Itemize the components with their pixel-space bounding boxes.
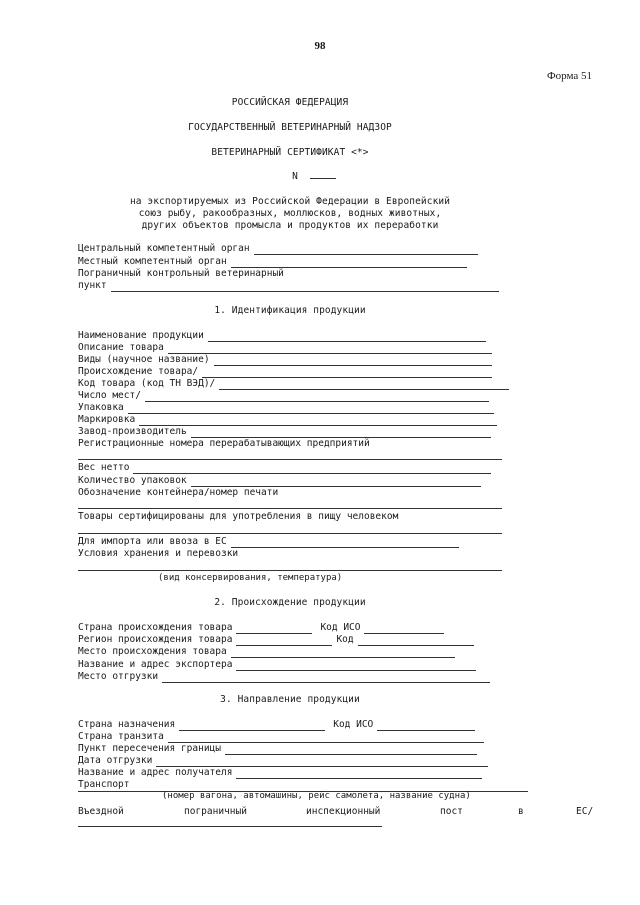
net-weight-label: Вес нетто bbox=[78, 462, 130, 473]
import-field[interactable] bbox=[231, 538, 459, 548]
packaging-field[interactable] bbox=[128, 404, 494, 414]
code-row bbox=[78, 378, 509, 390]
destination-field[interactable] bbox=[179, 721, 325, 731]
origin-region-field[interactable] bbox=[236, 636, 332, 646]
origin-field[interactable] bbox=[202, 368, 492, 378]
description-field[interactable] bbox=[168, 344, 492, 354]
storage-caption: (вид консервирования, температура) bbox=[158, 573, 343, 583]
local-authority-row bbox=[78, 256, 467, 268]
storage-label: Условия хранения и перевозки bbox=[78, 548, 239, 559]
shipment-date-field[interactable] bbox=[156, 757, 488, 767]
packages-row bbox=[78, 475, 481, 487]
exporter-row bbox=[78, 659, 476, 671]
border-post-label-2: пункт bbox=[78, 280, 107, 291]
shipment-place-label: Место отгрузки bbox=[78, 671, 159, 682]
container-field[interactable] bbox=[78, 508, 502, 509]
origin-country-row bbox=[78, 622, 444, 634]
certified-label: Товары сертифицированы для употребления в пищу человеком bbox=[78, 511, 399, 522]
section2-heading: 2. Происхождение продукции bbox=[214, 597, 366, 608]
reg-numbers-field[interactable] bbox=[78, 459, 502, 460]
packaging-label: Упаковка bbox=[78, 402, 124, 413]
shipment-place-row bbox=[78, 671, 490, 683]
border-post-row-2 bbox=[78, 280, 499, 292]
reg-numbers-label: Регистрационные номера перерабатывающих предприятий bbox=[78, 438, 370, 449]
marking-label: Маркировка bbox=[78, 414, 136, 425]
certificate-title: ВЕТЕРИНАРНЫЙ СЕРТИФИКАТ <*> bbox=[211, 147, 369, 158]
packaging-row bbox=[78, 402, 494, 414]
page-number: 98 bbox=[314, 40, 326, 52]
product-name-row bbox=[78, 330, 486, 342]
origin-region-code-label: Код bbox=[336, 634, 354, 645]
species-row bbox=[78, 354, 492, 366]
transport-row bbox=[78, 779, 133, 791]
entry-post-field[interactable] bbox=[78, 826, 382, 827]
import-row bbox=[78, 536, 459, 548]
entry-word-4: пост bbox=[440, 806, 463, 817]
places-field[interactable] bbox=[145, 392, 489, 402]
entry-word-6: ЕС/ bbox=[576, 806, 594, 817]
species-field[interactable] bbox=[214, 356, 492, 366]
storage-row bbox=[78, 548, 242, 560]
recipient-row bbox=[78, 767, 482, 779]
certificate-number bbox=[0, 171, 580, 182]
destination-iso-field[interactable] bbox=[377, 721, 475, 731]
border-point-row bbox=[78, 743, 477, 755]
storage-field[interactable] bbox=[78, 570, 502, 571]
transport-caption: (номер вагона, автомашины, рейс самолета, название судна) bbox=[162, 791, 471, 801]
code-field[interactable] bbox=[219, 380, 509, 390]
origin-iso-label: Код ИСО bbox=[320, 622, 361, 633]
entry-word-3: инспекционный bbox=[306, 806, 381, 817]
transit-row bbox=[78, 731, 484, 743]
shipment-date-label: Дата отгрузки bbox=[78, 755, 153, 766]
origin-region-row bbox=[78, 634, 474, 646]
recipient-field[interactable] bbox=[236, 769, 482, 779]
section3-heading: 3. Направление продукции bbox=[220, 694, 360, 705]
packages-label: Количество упаковок bbox=[78, 475, 187, 486]
places-row bbox=[78, 390, 489, 402]
entry-word-2: пограничный bbox=[184, 806, 247, 817]
number-label: N bbox=[292, 171, 298, 182]
product-name-field[interactable] bbox=[208, 332, 486, 342]
container-label: Обозначение контейнера/номер печати bbox=[78, 487, 279, 498]
container-row bbox=[78, 487, 282, 499]
description-row bbox=[78, 342, 492, 354]
border-post-label: Пограничный контрольный ветеринарный bbox=[78, 268, 284, 279]
manufacturer-field[interactable] bbox=[191, 428, 491, 438]
description-label: Описание товара bbox=[78, 342, 164, 353]
transit-field[interactable] bbox=[168, 733, 484, 743]
origin-place-field[interactable] bbox=[231, 648, 455, 658]
subtitle-line-2: союз рыбу, ракообразных, моллюсков, водных животных, bbox=[138, 208, 442, 219]
certified-row bbox=[78, 511, 402, 523]
recipient-label: Название и адрес получателя bbox=[78, 767, 233, 778]
section1-heading: 1. Идентификация продукции bbox=[214, 305, 366, 316]
manufacturer-label: Завод-производитель bbox=[78, 426, 187, 437]
shipment-place-field[interactable] bbox=[162, 673, 490, 683]
border-point-field[interactable] bbox=[225, 745, 477, 755]
central-authority-row bbox=[78, 243, 478, 255]
subtitle-line-3: других объектов промысла и продуктов их переработки bbox=[141, 220, 439, 231]
destination-iso-label: Код ИСО bbox=[333, 719, 374, 730]
origin-country-field[interactable] bbox=[236, 624, 312, 634]
central-authority-field[interactable] bbox=[254, 245, 478, 255]
net-weight-row bbox=[78, 462, 491, 474]
origin-region-code-field[interactable] bbox=[358, 636, 474, 646]
form-label: Форма 51 bbox=[546, 70, 592, 82]
destination-row bbox=[78, 719, 475, 731]
origin-place-label: Место происхождения товара bbox=[78, 646, 227, 657]
net-weight-field[interactable] bbox=[133, 464, 491, 474]
origin-iso-field[interactable] bbox=[364, 624, 444, 634]
shipment-date-row bbox=[78, 755, 488, 767]
border-post-row bbox=[78, 268, 288, 280]
origin-label: Происхождение товара/ bbox=[78, 366, 199, 377]
border-post-field[interactable] bbox=[111, 282, 499, 292]
reg-numbers-row bbox=[78, 438, 374, 450]
entry-word-5: в bbox=[518, 806, 524, 817]
packages-field[interactable] bbox=[191, 477, 481, 487]
marking-row bbox=[78, 414, 497, 426]
species-label: Виды (научное название) bbox=[78, 354, 210, 365]
exporter-label: Название и адрес экспортера bbox=[78, 659, 233, 670]
marking-field[interactable] bbox=[139, 416, 497, 426]
local-authority-field[interactable] bbox=[231, 258, 467, 268]
subtitle-line-1: на экспортируемых из Российской Федерации в Европейский bbox=[129, 196, 451, 207]
header-country: РОССИЙСКАЯ ФЕДЕРАЦИЯ bbox=[231, 97, 349, 108]
border-point-label: Пункт пересечения границы bbox=[78, 743, 221, 754]
number-line[interactable] bbox=[310, 178, 336, 179]
places-label: Число мест/ bbox=[78, 390, 141, 401]
certified-field[interactable] bbox=[78, 533, 502, 534]
central-authority-label: Центральный компетентный орган bbox=[78, 243, 250, 254]
import-label: Для импорта или ввоза в ЕС bbox=[78, 536, 227, 547]
entry-word-1: Въездной bbox=[78, 806, 124, 817]
transit-label: Страна транзита bbox=[78, 731, 164, 742]
code-label: Код товара (код ТН ВЭД)/ bbox=[78, 378, 216, 389]
header-agency: ГОСУДАРСТВЕННЫЙ ВЕТЕРИНАРНЫЙ НАДЗОР bbox=[188, 122, 392, 133]
origin-region-label: Регион происхождения товара bbox=[78, 634, 233, 645]
product-name-label: Наименование продукции bbox=[78, 330, 204, 341]
origin-row bbox=[78, 366, 492, 378]
destination-label: Страна назначения bbox=[78, 719, 176, 730]
local-authority-label: Местный компетентный орган bbox=[78, 256, 227, 267]
transport-label: Транспорт bbox=[78, 779, 130, 790]
manufacturer-row bbox=[78, 426, 491, 438]
origin-place-row bbox=[78, 646, 455, 658]
exporter-field[interactable] bbox=[236, 661, 476, 671]
origin-country-label: Страна происхождения товара bbox=[78, 622, 233, 633]
